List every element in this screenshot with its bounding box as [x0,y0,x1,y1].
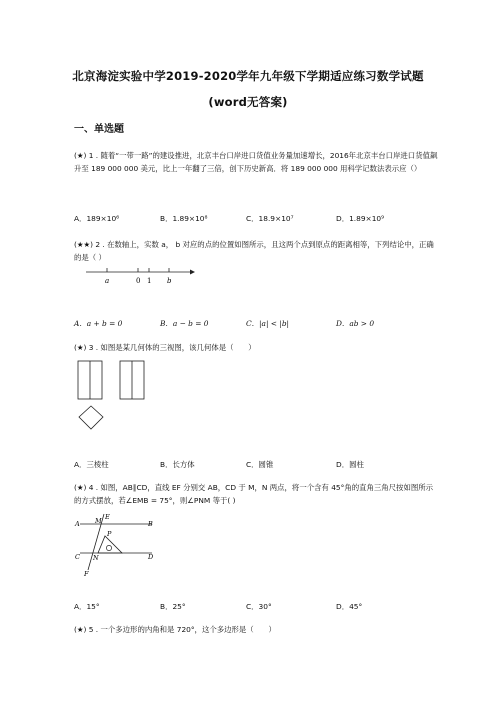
question-1-option-d: D．1.89×10⁹ [336,214,385,223]
set-square-hole [106,545,111,550]
question-2-option-d: D．ab > 0 [336,319,375,328]
question-4-option-b: B．25° [160,602,186,611]
question-2-text: (★★) 2 . 在数轴上，实数 a， b 对应的点的位置如图所示，且这两个点到原点的距离相等，下列结论中，正确的是（ ） [74,240,434,262]
question-4-text: (★) 4 . 如图，AB∥CD，直线 EF 分别交 AB，CD 于 M，N 两点，将一个含有 45°角的直角三角尺按如图所示的方式摆放，若∠EMB = 75°，则∠PNM 等于( ) [74,483,434,505]
question-3-option-b: B．长方体 [160,460,195,469]
point-p: P [107,530,112,538]
question-1-option-b: B．1.89×10⁸ [160,214,208,223]
number-line-figure [84,264,196,288]
parallel-lines-figure [74,512,156,580]
point-m: M [95,517,102,525]
number-line-arrow [190,270,195,275]
question-1-option-c: C．18.9×10⁷ [246,214,294,223]
question-1-option-a: A．189×10⁶ [74,214,120,223]
question-3-option-a: A．三棱柱 [74,460,109,469]
document-subtitle: (word无答案) [208,95,288,109]
document-title: 北京海淀实验中学2019-2020学年九年级下学期适应练习数学试题 [72,69,424,83]
question-2-option-a: A．a + b = 0 [74,319,123,328]
label-1: 1 [147,277,152,285]
three-view-figure [76,360,148,434]
question-2-option-c: C．|a| < |b| [246,319,290,328]
point-e: E [105,513,110,521]
label-a: a [105,277,110,285]
label-0: 0 [136,277,141,285]
question-4-option-a: A．15° [74,602,100,611]
question-3-option-d: D．圆柱 [336,460,364,469]
label-b: b [167,277,172,285]
question-4-option-c: C．30° [246,602,272,611]
point-f: F [84,570,89,578]
question-3-option-c: C．圆锥 [246,460,274,469]
question-5-text: (★) 5 . 一个多边形的内角和是 720°，这个多边形是（ ） [74,625,276,634]
point-a: A [75,520,80,528]
question-3-text: (★) 3 . 如图是某几何体的三视图，该几何体是（ ） [74,343,256,352]
point-c: C [75,553,80,561]
top-view [79,406,103,429]
question-1-text: (★) 1 . 随着“一带一路”的建设推进，北京丰台口岸进口货值业务量加速增长，2016年北京丰台口岸进口货值飙升至 189 000 000 美元，比上一年翻了三倍，创下历史新高．将 189 000 000 用科学记数法表示应（） [74,151,438,173]
section-heading: 一、单选题 [74,124,124,135]
point-d: D [148,553,154,561]
point-b: B [148,520,153,528]
point-n: N [93,554,99,562]
question-2-option-b: B．a − b = 0 [160,319,209,328]
question-4-option-d: D．45° [336,602,363,611]
